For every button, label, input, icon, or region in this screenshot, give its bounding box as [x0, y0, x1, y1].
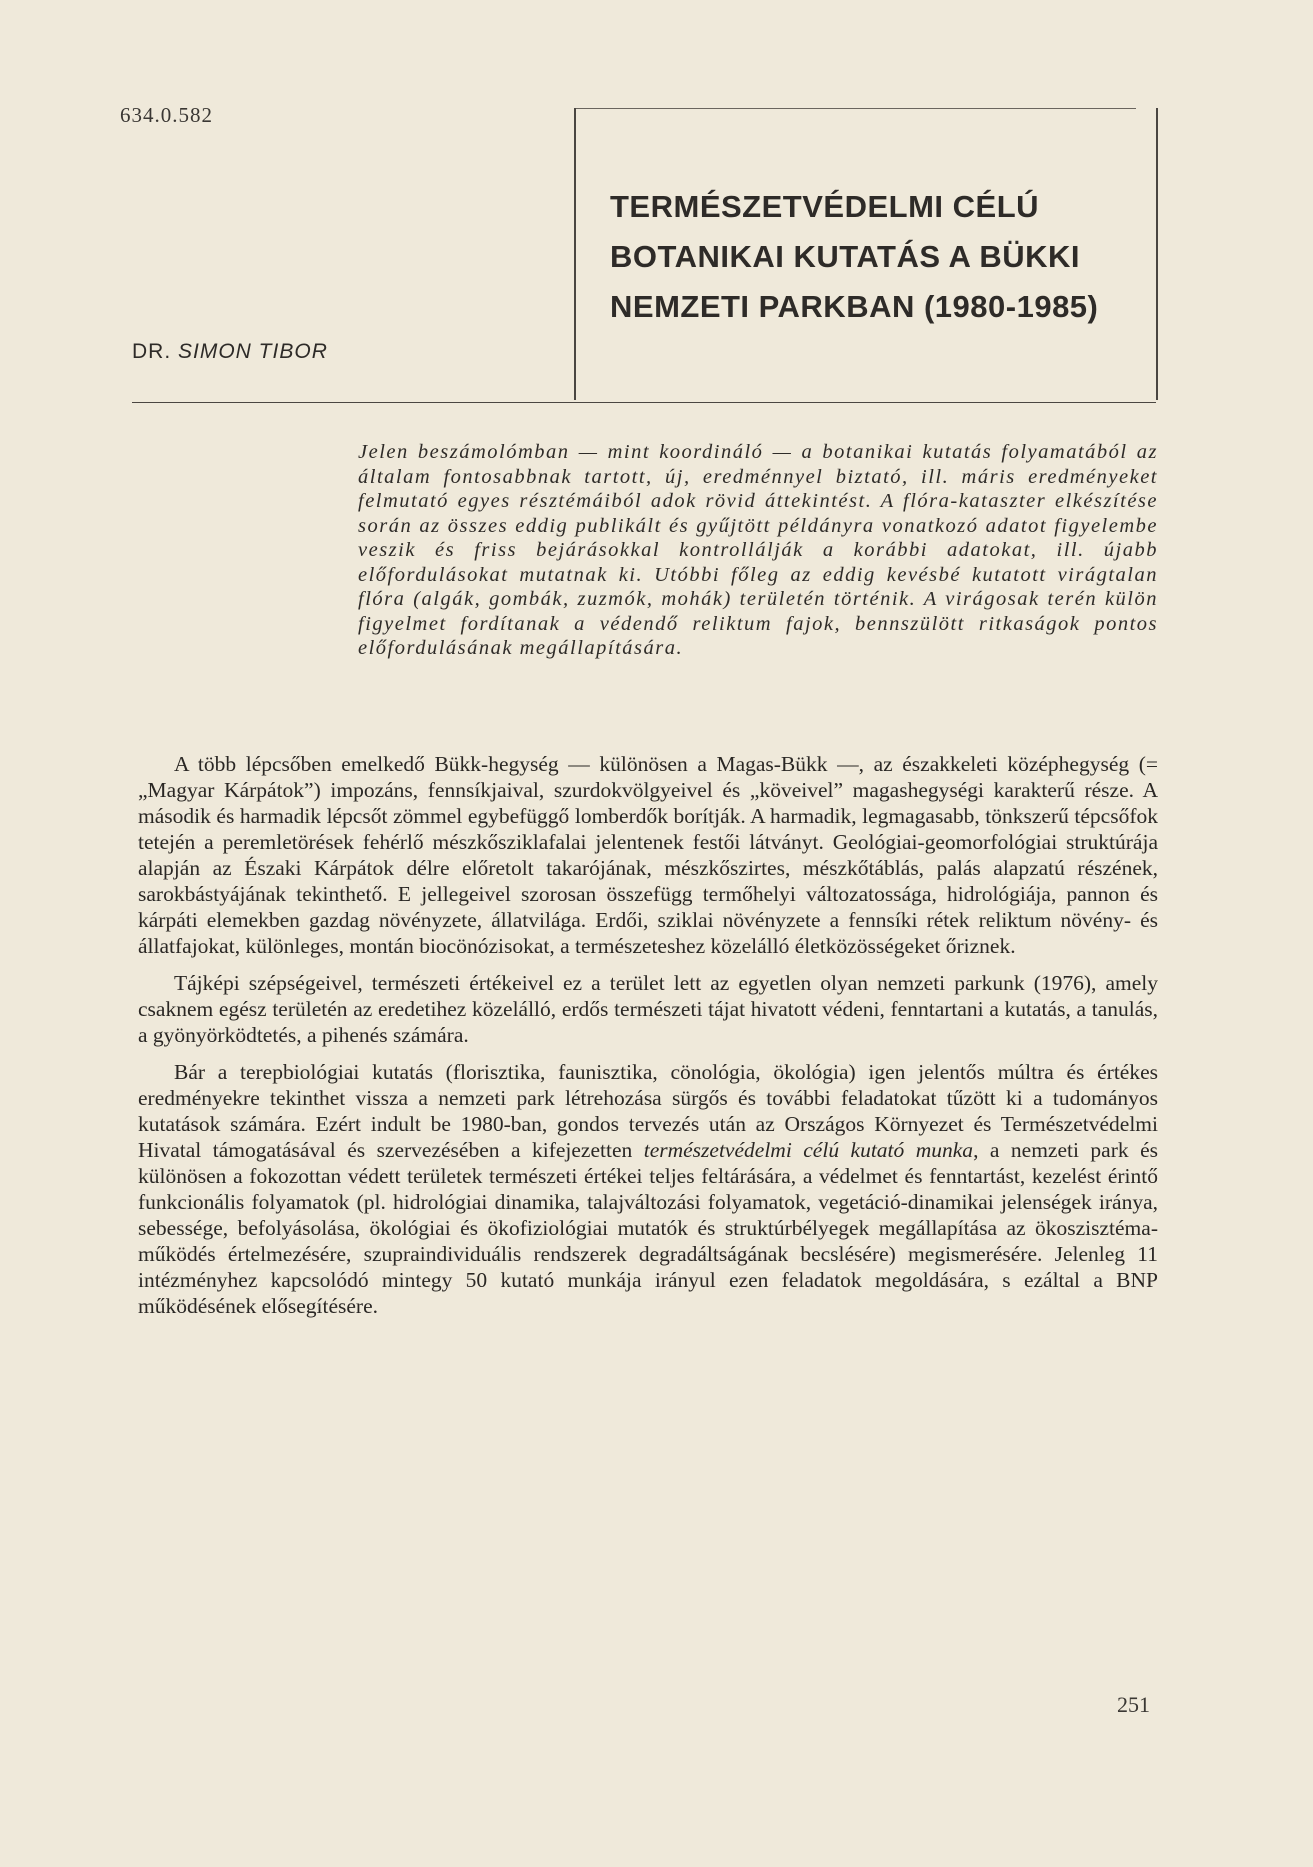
title-line-2: BOTANIKAI KUTATÁS A BÜKKI: [610, 239, 1080, 274]
title-line-3: NEMZETI PARKBAN (1980-1985): [610, 289, 1099, 324]
page-number: 251: [1117, 1692, 1150, 1717]
header-divider: [132, 402, 1156, 403]
body-text: [138, 751, 1158, 1330]
paragraph-3-emphasis: természetvédelmi célú kutató munka: [643, 1138, 974, 1162]
article-title: [610, 182, 1098, 332]
paragraph-3: [138, 1059, 1158, 1319]
abstract: Jelen beszámolómban — mint koordináló — a botanikai kutatás folyamatából az általam fontosabbnak tartott, új, eredménnyel biztató, ill. máris eredményeket felmutató egyes résztémáiból adok rövid áttekintést. A flóra-kataszter elkészítése során az összes eddig publikált és gyűjtött példányra vonatkozó adatot figyelembe veszik és friss bejárásokkal kontrollálják a korábbi adatokat, ill. újabb előfordulásokat mutatnak ki. Utóbbi főleg az eddig kevésbé kutatott virágtalan flóra (algák, gombák, zuzmók, mohák) területén történik. A virágosak terén külön figyelmet fordítanak a védendő reliktum fajok, bennszülött ritkaságok pontos előfordulásának megállapítására.: [358, 441, 1158, 659]
author-name: SIMON TIBOR: [178, 340, 328, 363]
paragraph-1: A több lépcsőben emelkedő Bükk-hegység — különösen a Magas-Bükk —, az északkeleti középhegység (= „Magyar Kárpátok”) impozáns, fennsíkjaival, szurdokvölgyeivel és „köveivel” magashegységi karakterű része. A második és harmadik lépcsőt zömmel egybefüggő lomberdők borítják. A harmadik, legmagasabb, tönkszerű tépcsőfok tetején a peremletörések fehérlő mészkősziklafalai jelentenek festői látványt. Geológiai-geomorfológiai struktúrája alapján az Északi Kárpátok délre előretolt takarójának, mészkőszirtes, mészkőtáblás, palás alapzatú részének, sarokbástyájának tekinthető. E jellegeivel szorosan összefügg termőhelyi változatossága, hidrológiája, pannon és kárpáti elemekben gazdag növényzete, állatvilága. Erdői, sziklai növényzete a fennsíki rétek reliktum növény- és állatfajokat, különleges, montán biocönózisokat, a természeteshez közelálló életközösségeket őriznek.: [138, 752, 1158, 958]
title-box: [574, 108, 1158, 400]
udc-code: 634.0.582: [120, 103, 213, 127]
author-byline: [132, 340, 328, 364]
paragraph-3-part-2: , a nemzeti park és különösen a fokozottan védett területek természeti értékei teljes feltárására, a védelmet és fenntartást, kezelést érintő funkcionális folyamatok (pl. hidrológiai dinamika, talajváltozási folyamatok, vegetáció-dinamikai jelenségek iránya, sebessége, befolyásolása, ökológiai és ökofiziológiai mutatók és struktúrbélyegek megállapítása az ökoszisztéma-működés értelmezésére, szupraindividuális rendszerek degradáltságának becslésére) megismerésére. Jelenleg 11 intézményhez kapcsolódó mintegy 50 kutató munkája irányul ezen feladatok megoldására, s ezáltal a BNP működésének elősegítésére.: [138, 1138, 1159, 1318]
title-line-1: TERMÉSZETVÉDELMI CÉLÚ: [610, 189, 1040, 224]
paragraph-3-part-1: Bár a terepbiológiai kutatás (florisztika, faunisztika, cönológia, ökológia) igen jelentős múltra és értékes eredményekre tekinthet vissza a nemzeti park létrehozása sürgős és további feladatokat tűzött ki a tudományos kutatások számára. Ezért indult be 1980-ban, gondos tervezés után az Országos Környezet és Természetvédelmi Hivatal támogatásával és szervezésében a kifejezetten: [138, 1060, 1158, 1162]
author-prefix: DR.: [132, 340, 172, 363]
paragraph-2: Tájképi szépségeivel, természeti értékeivel ez a terület lett az egyetlen olyan nemzeti parkunk (1976), amely csaknem egész területén az eredetihez közelálló, erdős természeti tájat hivatott védeni, fenntartani a kutatás, a tanulás, a gyönyörködtetés, a pihenés számára.: [138, 971, 1158, 1047]
